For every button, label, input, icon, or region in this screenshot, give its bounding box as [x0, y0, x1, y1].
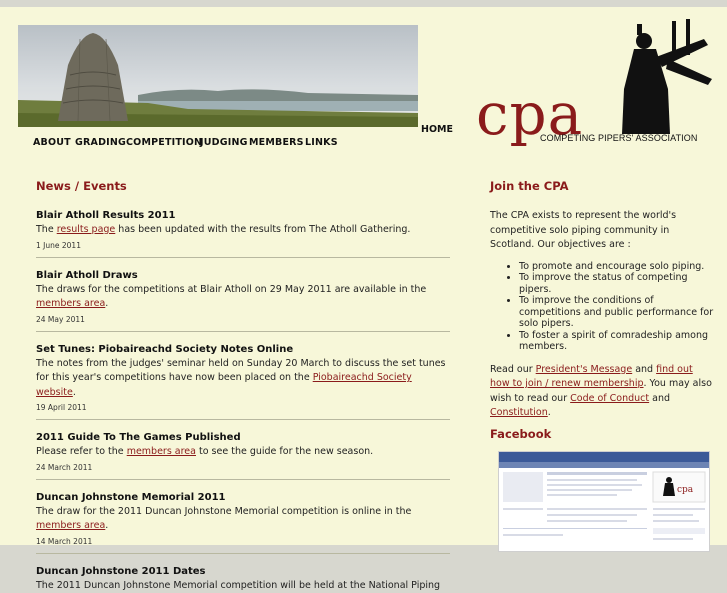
facebook-heading: Facebook — [490, 427, 715, 441]
svg-text:cpa: cpa — [677, 485, 694, 495]
news-text: The draw for the 2011 Duncan Johnstone Memorial competition is online in the — [36, 506, 411, 517]
nav-members[interactable]: MEMBERS — [249, 137, 304, 148]
news-text: . — [105, 298, 108, 309]
news-item-body — [36, 357, 450, 401]
objective-item: • To improve the status of competing pipers. — [519, 272, 715, 295]
nav-judging[interactable]: JUDGING — [200, 137, 248, 148]
join-text: Read our — [490, 364, 536, 375]
objective-item: • To promote and encourage solo piping. — [519, 261, 715, 273]
join-links-paragraph — [490, 363, 715, 421]
objective-item: • To foster a spirit of comradeship among members. — [519, 330, 715, 353]
nav-home[interactable]: HOME — [421, 124, 453, 135]
news-item — [36, 269, 450, 332]
logo-tagline: COMPETING PIPERS' ASSOCIATION — [540, 133, 697, 143]
news-item-title: Blair Atholl Results 2011 — [36, 209, 450, 223]
facebook-thumbnail[interactable] — [498, 451, 710, 552]
members-area-link[interactable]: members area — [127, 446, 196, 457]
news-text: . — [73, 387, 76, 398]
news-item-date: 14 March 2011 — [36, 536, 450, 547]
news-item-date: 19 April 2011 — [36, 402, 450, 413]
presidents-message-link[interactable]: President's Message — [536, 364, 633, 375]
news-item-title: Blair Atholl Draws — [36, 269, 450, 283]
objectives-list — [519, 261, 715, 353]
news-item — [36, 431, 450, 480]
join-intro: The CPA exists to represent the world's competitive solo piping community in Scotland. Our objectives are : — [490, 209, 715, 253]
news-text: . — [105, 520, 108, 531]
cpa-logo-text: cpa — [476, 85, 583, 143]
join-text: . — [548, 407, 551, 418]
code-of-conduct-link[interactable]: Code of Conduct — [570, 393, 649, 404]
nav-grading[interactable]: GRADING — [75, 137, 126, 148]
news-item-title: 2011 Guide To The Games Published — [36, 431, 450, 445]
news-item-title: Duncan Johnstone 2011 Dates — [36, 565, 450, 579]
nav-about[interactable]: ABOUT — [33, 137, 71, 148]
news-item-date: 24 May 2011 — [36, 314, 450, 325]
news-item-body — [36, 223, 450, 238]
news-column — [36, 179, 450, 593]
news-heading: News / Events — [36, 179, 450, 193]
join-text: and — [632, 364, 656, 375]
facebook-topbar — [499, 452, 709, 462]
facebook-page-preview — [499, 468, 711, 553]
news-item-body — [36, 505, 450, 534]
results-page-link[interactable]: results page — [57, 224, 116, 235]
news-item-body — [36, 445, 450, 460]
join-heading: Join the CPA — [490, 179, 715, 193]
nav-links[interactable]: LINKS — [305, 137, 338, 148]
objective-item: • To improve the conditions of competitions and public performance for solo pipers. — [519, 295, 715, 330]
news-item — [36, 491, 450, 554]
hero-image — [18, 25, 418, 127]
news-item-title: Duncan Johnstone Memorial 2011 — [36, 491, 450, 505]
main-nav — [33, 137, 453, 153]
cairn-photo — [18, 25, 418, 127]
news-text: The draws for the competitions at Blair Atholl on 29 May 2011 are available in the — [36, 284, 426, 295]
news-item — [36, 565, 450, 593]
news-item — [36, 209, 450, 258]
constitution-link[interactable]: Constitution — [490, 407, 548, 418]
news-text: has been updated with the results from The Atholl Gathering. — [115, 224, 410, 235]
page — [0, 7, 727, 545]
members-area-link[interactable]: members area — [36, 520, 105, 531]
piobaireachd-society-link[interactable]: Piobaireachd Society website — [36, 372, 412, 398]
join-renew-link[interactable]: find out how to join / renew membership — [490, 364, 693, 390]
news-text: to see the guide for the new season. — [196, 446, 373, 457]
news-item-body: The 2011 Duncan Johnstone Memorial competition will be held at the National Piping — [36, 579, 450, 593]
news-item-body — [36, 283, 450, 312]
join-text: and — [649, 393, 670, 404]
news-item-date: 24 March 2011 — [36, 462, 450, 473]
news-text: Please refer to the — [36, 446, 127, 457]
news-item-title: Set Tunes: Piobaireachd Society Notes Online — [36, 343, 450, 357]
news-text: The — [36, 224, 57, 235]
news-item-date: 1 June 2011 — [36, 240, 450, 251]
members-area-link[interactable]: members area — [36, 298, 105, 309]
news-text: The notes from the judges' seminar held on Sunday 20 March to discuss the set tunes for this year's competitions have now been placed on the — [36, 358, 446, 384]
join-text: . You may also wish to read our — [490, 378, 712, 404]
news-item — [36, 343, 450, 421]
nav-competition[interactable]: COMPETITION — [126, 137, 202, 148]
join-column — [490, 179, 715, 441]
